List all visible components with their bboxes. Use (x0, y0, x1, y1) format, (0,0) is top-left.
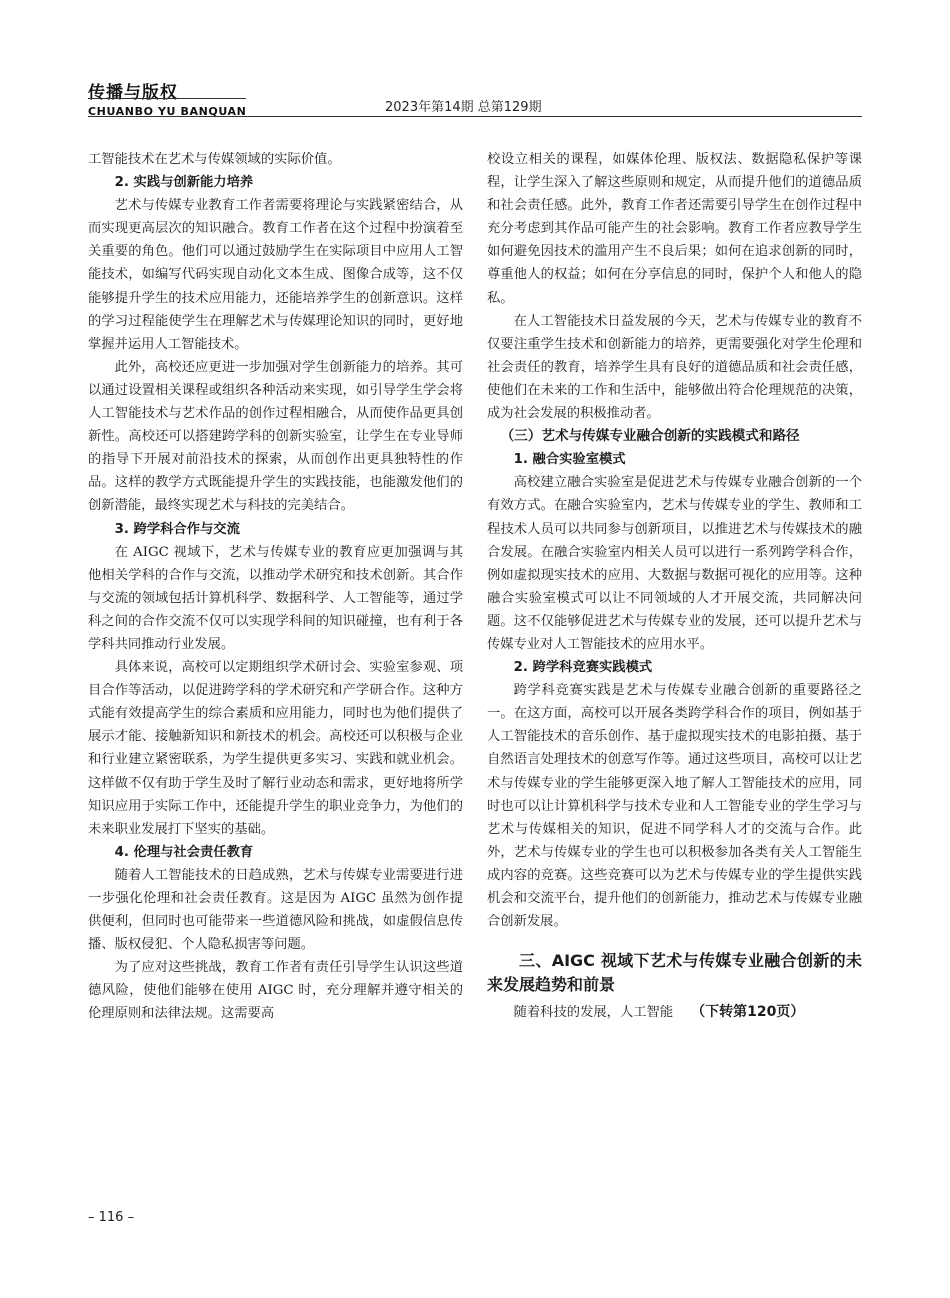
masthead-divider (88, 98, 246, 99)
paragraph: 跨学科竞赛实践是艺术与传媒专业融合创新的重要路径之一。在这方面，高校可以开展各类跨学科合作的项目，例如基于人工智能技术的音乐创作、基于虚拟现实技术的电影拍摄、基于自然语言处理技术的创意写作等。通过这些项目，高校可以让艺术与传媒专业的学生能够更深入地了解人工智能技术的应用，同时也可以让计算机科学与技术专业和人工智能专业的学生学习与艺术与传媒相关的知识，促进不同学科人才的交流与合作。此外，艺术与传媒专业的学生也可以积极参加各类有关人工智能生成内容的竞赛。这些竞赛可以为艺术与传媒专业的学生提供实践机会和交流平台，提升他们的创新能力，推动艺术与传媒专业融合创新发展。 (487, 683, 862, 930)
subheading-practice: 2. 实践与创新能力培养 (114, 175, 254, 191)
page-number: – 116 – (88, 1210, 135, 1225)
paragraph-continued (487, 1001, 862, 1024)
paragraph: 艺术与传媒专业教育工作者需要将理论与实践紧密结合，从而实现更高层次的知识融合。教育工作者在这个过程中扮演着至关重要的角色。他们可以通过鼓励学生在实际项目中应用人工智能技术，如编写代码实现自动化文本生成、图像合成等，这不仅能够提升学生的技术应用能力，还能培养学生的创新意识。这样的学习过程能使学生在理解艺术与传媒理论知识的同时，更好地掌握并运用人工智能技术。 (88, 198, 463, 352)
journal-title-cn: 传播与版权 (88, 83, 178, 103)
journal-title-en: CHUANBO YU BANQUAN (88, 105, 247, 118)
issue-info: 2023年第14期 总第129期 (385, 100, 542, 115)
paragraph: 在人工智能技术日益发展的今天，艺术与传媒专业的教育不仅要注重学生技术和创新能力的培养，更需要强化对学生伦理和社会责任的教育，培养学生具有良好的道德品质和社会责任感，使他们在未来的工作和生活中，能够做出符合伦理规范的决策，成为社会发展的积极推动者。 (487, 313, 862, 422)
paragraph: 高校建立融合实验室是促进艺术与传媒专业融合创新的一个有效方式。在融合实验室内，艺术与传媒专业的学生、教师和工程技术人员可以共同参与创新项目，以推进艺术与传媒技术的融合发展。在融合实验室内相关人员可以进行一系列跨学科合作，例如虚拟现实技术的应用、大数据与数据可视化的应用等。这种融合实验室模式可以让不同领域的人才开展交流，共同解决问题。这不仅能够促进艺术与传媒专业的发展，还可以提升艺术与传媒专业对人工智能技术的应用水平。 (487, 475, 862, 652)
subheading-contest-model: 2. 跨学科竞赛实践模式 (513, 660, 653, 676)
paragraph: 在 AIGC 视域下，艺术与传媒专业的教育应更加强调与其他相关学科的合作与交流，以推动学术研究和技术创新。其合作与交流的领域包括计算机科学、数据科学、人工智能等，通过学科之间的合作交流不仅可以实现学科间的知识碰撞，也有利于各学科共同推动行业发展。 (88, 544, 463, 652)
paragraph: 校设立相关的课程，如媒体伦理、版权法、数据隐私保护等课程，让学生深入了解这些原则和规定，从而提升他们的道德品质和社会责任感。此外，教育工作者还需要引导学生在创作过程中充分考虑到其作品可能产生的社会影响。教育工作者应教导学生如何避免因技术的滥用产生不良后果；如何在追求创新的同时，尊重他人的权益；如何在分享信息的同时，保护个人和他人的隐私。 (487, 152, 862, 306)
header-divider (88, 116, 862, 117)
section-heading-practice-models: （三）艺术与传媒专业融合创新的实践模式和路径 (500, 428, 800, 445)
paragraph: 此外，高校还应更进一步加强对学生创新能力的培养。其可以通过设置相关课程或组织各种活动来实现，如引导学生学会将人工智能技术与艺术作品的创作过程相融合，从而使作品更具创新性。高校还可以搭建跨学科的创新实验室，让学生在专业导师的指导下开展对前沿技术的探索，从而创作出更具独特性的作品。这样的教学方式既能提升学生的实践技能，也能激发他们的创新潜能，最终实现艺术与科技的完美结合。 (88, 359, 463, 514)
continued-note: （下转第120页） (691, 1004, 805, 1021)
paragraph: 具体来说，高校可以定期组织学术研讨会、实验室参观、项目合作等活动，以促进跨学科的学术研究和产学研合作。这种方式能有效提高学生的综合素质和应用能力，同时也为他们提供了展示才能、接触新知识和新技术的机会。高校还可以积极与企业和行业建立紧密联系，为学生提供更多实习、实践和就业机会。这样做不仅有助于学生及时了解行业动态和需求，更好地将所学知识应用于实际工作中，还能提升学生的职业竞争力，为他们的未来职业发展打下坚实的基础。 (88, 660, 463, 837)
paragraph: 工智能技术在艺术与传媒领域的实际价值。 (88, 152, 341, 167)
paragraph-text: 随着科技的发展，人工智能 (513, 1005, 674, 1021)
subheading-lab-model: 1. 融合实验室模式 (513, 452, 626, 468)
right-column (487, 148, 862, 1024)
subheading-ethics: 4. 伦理与社会责任教育 (114, 844, 254, 860)
subheading-cross-discipline: 3. 跨学科合作与交流 (114, 521, 240, 537)
paragraph: 为了应对这些挑战，教育工作者有责任引导学生认识这些道德风险，使他们能够在使用 AIGC 时，充分理解并遵守相关的伦理原则和法律法规。这需要高 (88, 960, 463, 1022)
left-column (88, 148, 463, 1026)
paragraph: 随着人工智能技术的日趋成熟，艺术与传媒专业需要进行进一步强化伦理和社会责任教育。这是因为 AIGC 虽然为创作提供便利，但同时也可能带来一些道德风险和挑战，如虚假信息传播、版权侵犯、个人隐私损害等问题。 (88, 867, 463, 953)
part-heading-future-trends: 三、AIGC 视域下艺术与传媒专业融合创新的未来发展趋势和前景 (487, 951, 862, 995)
